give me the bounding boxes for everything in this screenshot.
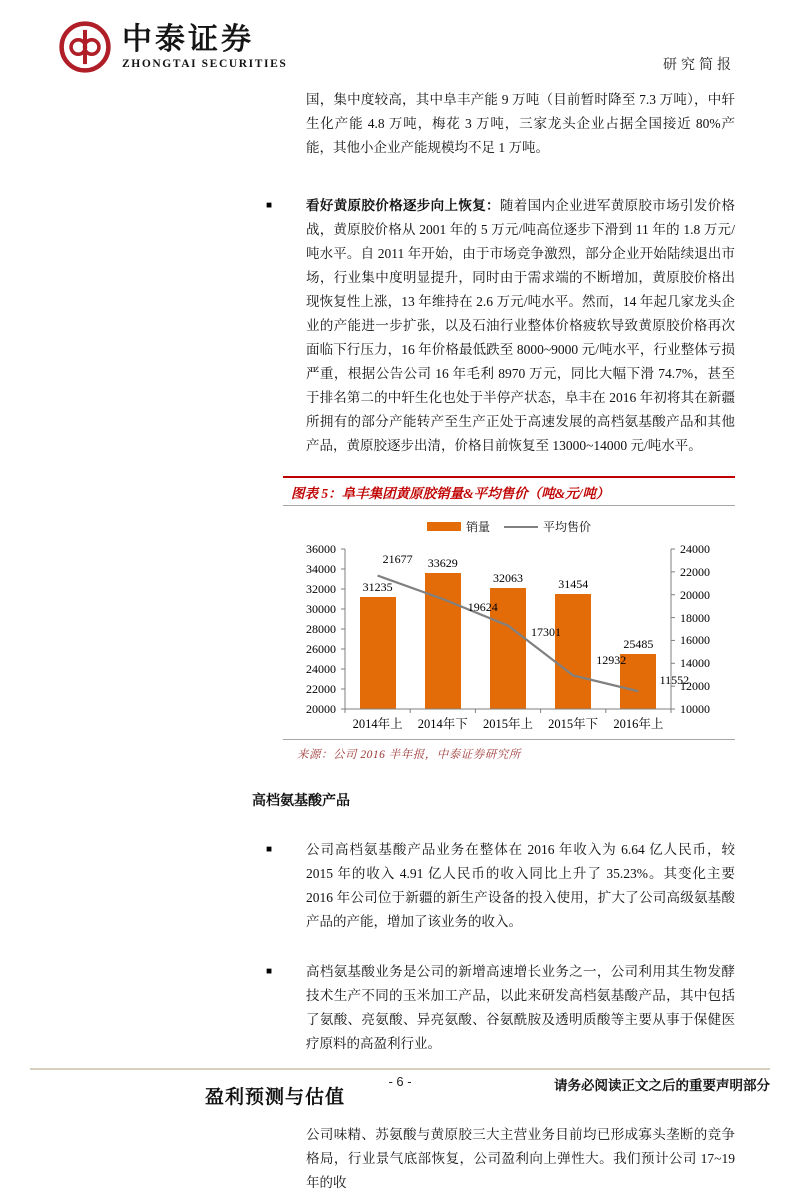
bar-value-label: 31454	[558, 577, 589, 592]
bar-value-label: 25485	[623, 637, 654, 652]
footer-notice: 请务必阅读正文之后的重要声明部分	[554, 1078, 770, 1093]
bar-value-label: 32063	[493, 571, 523, 586]
footer-row	[30, 1074, 770, 1096]
bullet-amino-revenue	[266, 838, 735, 934]
chart-canvas	[283, 539, 735, 739]
bar-value-label: 33629	[427, 555, 458, 570]
bullet-square-icon: ■	[266, 844, 273, 855]
section-heading-amino: 高档氨基酸产品	[252, 794, 350, 809]
bar-value-label: 31235	[362, 579, 393, 594]
x-axis-label: 2016年上	[613, 717, 664, 731]
page-footer	[30, 1068, 770, 1096]
bullet-text: 高档氨基酸业务是公司的新增高速增长业务之一，公司利用其生物发酵技术生产不同的玉米加工产品，以此来研发高档氨基酸产品，其中包括了氨酸、亮氨酸、异亮氨酸、谷氨酰胺及透明质酸等主要从事于保健医疗原料的高盈利行业。	[306, 964, 735, 1051]
bullet-xanthan-price	[266, 194, 736, 458]
x-axis-label: 2014年下	[417, 717, 468, 731]
y-axis-left-tick: 32000	[306, 582, 336, 596]
paragraph-continuation: 国，集中度较高，其中阜丰产能 9 万吨（目前暂时降至 7.3 万吨），中轩生化产能 4.8 万吨，梅花 3 万吨，三家龙头企业占据全国接近 80%产能，其他小企业产能规模均不足 1 万吨。	[306, 92, 735, 155]
y-axis-right-tick: 16000	[680, 633, 710, 648]
logo-text	[122, 22, 288, 70]
y-axis-right-tick: 18000	[680, 610, 710, 625]
y-axis-left-tick: 26000	[306, 642, 336, 656]
sales-bar-swatch-icon	[427, 522, 461, 531]
y-axis-left-tick: 34000	[306, 562, 336, 576]
line-value-label: 17301	[531, 624, 561, 639]
bar-2014年上	[360, 597, 396, 709]
y-axis-right-tick: 10000	[680, 702, 710, 716]
x-axis-label: 2014年上	[352, 717, 403, 731]
logo-text-en: ZHONGTAI SECURITIES	[122, 57, 288, 70]
y-axis-left-tick: 30000	[306, 602, 336, 616]
figure-5	[283, 476, 735, 766]
footer-rule	[30, 1068, 770, 1070]
line-value-label: 11552	[659, 673, 690, 688]
y-axis-right-tick: 24000	[680, 542, 710, 556]
figure-divider-top	[283, 505, 735, 506]
paragraph-profit: 公司味精、苏氨酸与黄原胶三大主营业务目前均已形成寡头垄断的竞争格局，行业景气底部恢复，公司盈利向上弹性大。我们预计公司 17~19 年的收	[306, 1127, 735, 1190]
legend-item-price	[504, 518, 591, 535]
y-axis-left-tick: 28000	[306, 622, 336, 636]
x-axis-label: 2015年上	[482, 717, 533, 731]
y-axis-left-tick: 36000	[306, 542, 336, 556]
report-header	[58, 20, 735, 80]
legend-item-sales	[427, 518, 490, 535]
company-logo	[58, 20, 735, 74]
logo-text-cn: 中泰证券	[122, 22, 254, 56]
bullet-text: 随着国内企业进军黄原胶市场引发价格战，黄原胶价格从 2001 年的 5 万元/吨高位逐步下滑到 11 年的 1.8 万元/吨水平。自 2011 年开始，由于市场竞争激烈，部分企业开始陆续退出市场，行业集中度明显提升，同时由于需求端的不断增加，黄原胶价格出现恢复性上涨，13 年维持在 2.6 万元/吨水平。然而，14 年起几家龙头企业的产能进一步扩张，以及石油行业整体价格疲软导致黄原胶价格再次面临下行压力，16 年价格最低跌至 8000~9000 元/吨水平，行业整体亏损严重，根据公告公司 16 年毛利 8970 万元，同比大幅下滑 74.7%，甚至于排名第二的中轩生化也处于半停产状态，阜丰在 2016 年初将其在新疆所拥有的部分产能转产至生产正处于高速发展的高档氨基酸产品和其他产品，黄原胶逐步出清，价格目前恢复至 13000~14000 元/吨水平。	[306, 198, 736, 453]
y-axis-right-tick: 12000	[680, 679, 710, 694]
chart-legend	[283, 518, 735, 535]
y-axis-left-tick: 22000	[306, 682, 336, 696]
section-heading-profit: 盈利预测与估值	[205, 1087, 346, 1108]
doc-type-label: 研究简报	[663, 58, 735, 73]
zhongtai-emblem-icon	[58, 20, 112, 74]
y-axis-right-tick: 20000	[680, 587, 710, 602]
page-number: - 6 -	[388, 1074, 412, 1089]
line-value-label: 12932	[596, 653, 627, 668]
bar-2015年下	[555, 594, 591, 709]
legend-label-price: 平均售价	[543, 520, 592, 534]
bullet-square-icon: ■	[266, 966, 273, 977]
figure-source: 来源：公司 2016 半年报，中泰证券研究所	[297, 749, 521, 761]
line-value-label: 19624	[467, 600, 498, 614]
bullet-text: 公司高档氨基酸产品业务在整体在 2016 年收入为 6.64 亿人民币，较 2015 年的收入 4.91 亿人民币的收入同比上升了 35.23%。其变化主要 2016 年公司位于新疆的新生产设备的投入使用，扩大了公司高级氨基酸产品的产能，增加了该业务的收入。	[306, 842, 735, 929]
x-axis-label: 2015年下	[548, 717, 599, 731]
y-axis-right-tick: 14000	[680, 656, 710, 671]
bullet-amino-business	[266, 960, 735, 1056]
figure-title: 图表 5：阜丰集团黄原胶销量&平均售价（吨&元/吨）	[291, 486, 610, 501]
line-value-label: 21677	[382, 551, 413, 566]
bar-2014年下	[425, 573, 461, 709]
bullet-square-icon: ■	[266, 200, 273, 211]
y-axis-left-tick: 24000	[306, 662, 336, 676]
legend-label-sales: 销量	[465, 520, 490, 534]
y-axis-right-tick: 22000	[680, 564, 710, 579]
report-body	[205, 88, 735, 1195]
bullet-lead: 看好黄原胶价格逐步向上恢复：	[306, 198, 500, 213]
price-line-swatch-icon	[504, 526, 538, 528]
y-axis-left-tick: 20000	[306, 702, 336, 716]
